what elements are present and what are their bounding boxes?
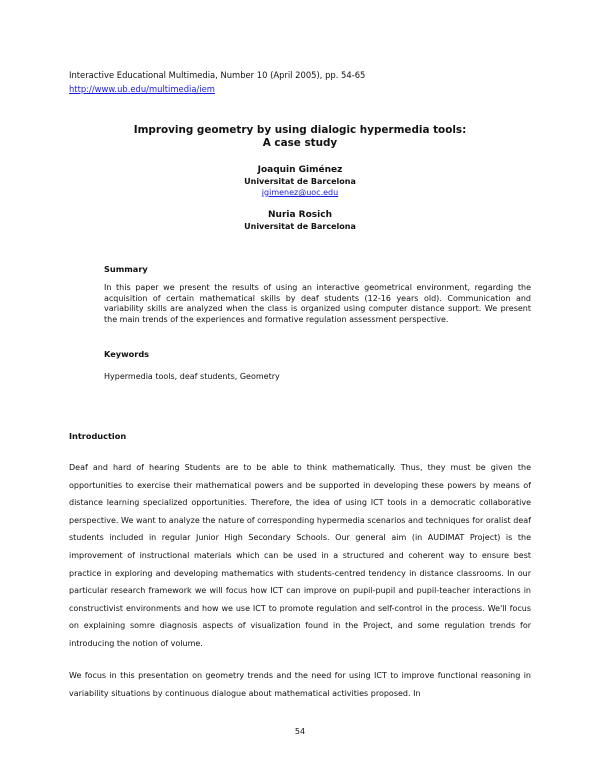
author-email-1 [0,187,600,198]
author-affiliation-1: Universitat de Barcelona [244,177,356,186]
author-name-2: Nuria Rosich [268,210,332,220]
keywords-text: Hypermedia tools, deaf students, Geometry [104,372,280,381]
journal-citation: Interactive Educational Multimedia, Number 10 (April 2005), pp. 54-65 [69,70,366,80]
journal-header [69,68,365,96]
summary-heading: Summary [104,264,148,274]
introduction-heading: Introduction [69,431,127,441]
introduction-paragraph-1: Deaf and hard of hearing Students are to be able to think mathematically. Thus, they must be given the opportunities to exercise their mathematical powers and be supported in developing these powers by means of distance learning specialized opportunities. Therefore, the idea of using ICT tools in a democratic collaborative perspective. We want to analyze the nature of corresponding hypermedia scenarios and techniques for oralist deaf students included in regular Junior High Secondary Schools. Our general aim (in AUDIMAT Project) is the improvement of instructional materials which can be used in a structured and coherent way to ensure best practice in exploring and developing mathematics with students-centred tendency in distance classrooms. In our particular research framework we will focus how ICT can improve on pupil-pupil and pupil-teacher interactions in constructivist environments and how we use ICT to promote regulation and self-control in the process. We'll focus on explaining somre diagnosis aspects of visualization found in the Project, and some regulation trends for introducing the notion of volume. [69,463,531,648]
paper-title [0,124,600,150]
author-email-link[interactable]: jgimenez@uoc.edu [261,188,339,197]
keywords-heading: Keywords [104,349,150,359]
page-number: 54 [294,727,306,736]
author-name-1: Joaquin Giménez [257,165,343,175]
paper-title-line-1: Improving geometry by using dialogic hypermedia tools: [133,124,467,136]
introduction-paragraph-2: We focus in this presentation on geometry trends and the need for using ICT to improve functional reasoning in variability situations by continuous dialogue about mathematical activities proposed. In [69,671,531,698]
author-affiliation-2: Universitat de Barcelona [244,222,356,231]
journal-url-link[interactable]: http://www.ub.edu/multimedia/iem [69,84,215,94]
paper-title-line-2: A case study [262,137,338,149]
summary-text: In this paper we present the results of using an interactive geometrical environment, regarding the acquisition of certain mathematical skills by deaf students (12-16 years old). Communication and variability skills are analyzed when the class is organized using computer distance support. We present the main trends of the experiences and formative regulation assessment perspective. [104,283,531,324]
